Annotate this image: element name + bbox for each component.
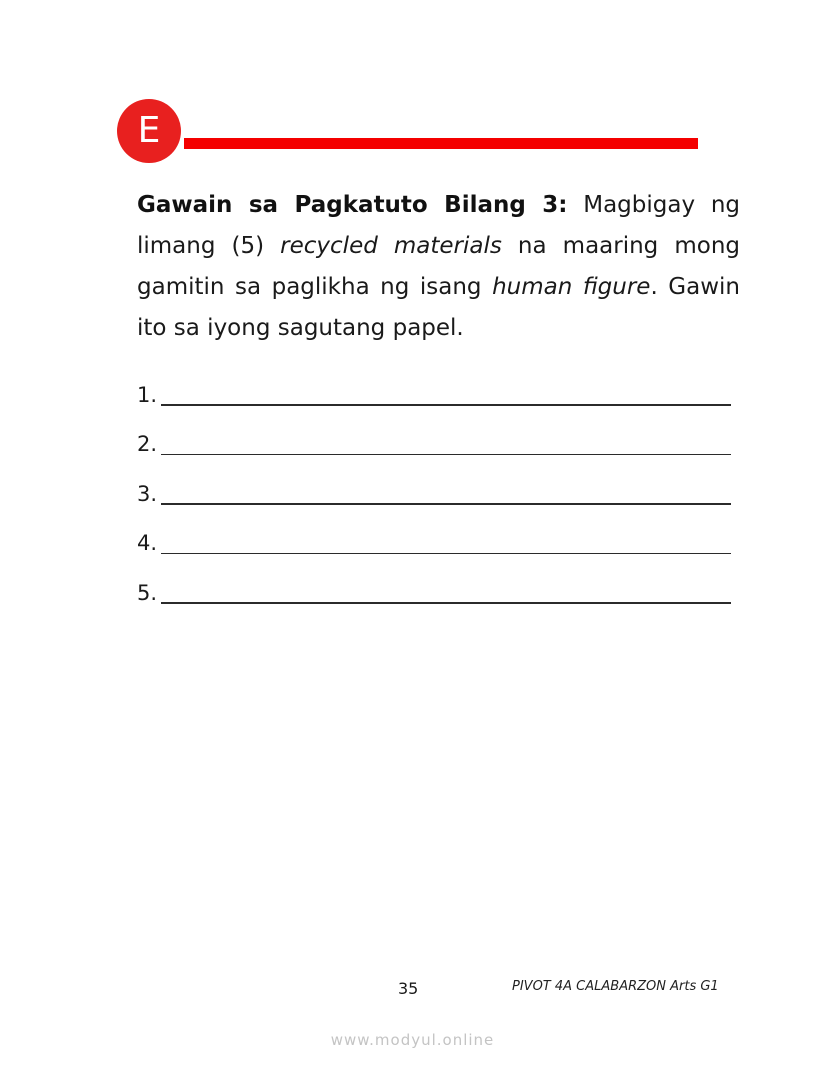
answer-item [137,509,731,559]
instruction-italic-term: recycled materials [280,233,502,259]
answer-blank-line [161,553,731,555]
answer-item [137,558,731,608]
answer-number: 3. [137,481,158,506]
answer-number: 5. [137,580,158,605]
instruction-text: . Gawin ito sa iyong sagutang papel. [137,274,740,341]
answer-item [137,410,731,460]
watermark: www.modyul.online [330,1031,495,1049]
answer-item [137,459,731,509]
module-label: PIVOT 4A CALABARZON Arts G1 [512,979,719,994]
answer-number: 1. [137,382,158,407]
answer-blank-line [161,503,731,505]
instruction-italic-term: human figure [492,274,651,300]
answer-number: 4. [137,531,158,555]
activity-title: Gawain sa Pagkatuto Bilang 3: [137,192,568,218]
instruction-text: na maaring mong gamitin sa paglikha ng isang [137,233,740,300]
section-letter-badge: E [117,99,181,163]
answer-blank-line [161,602,731,604]
answer-list [137,360,731,608]
answer-item [137,360,731,410]
answer-number: 2. [137,432,158,456]
answer-blank-line [161,454,731,456]
instruction-text: Magbigay ng limang (5) [137,192,740,259]
page-number: 35 [398,979,419,998]
section-divider [184,138,698,149]
activity-instructions [137,185,740,349]
answer-blank-line [161,404,731,406]
